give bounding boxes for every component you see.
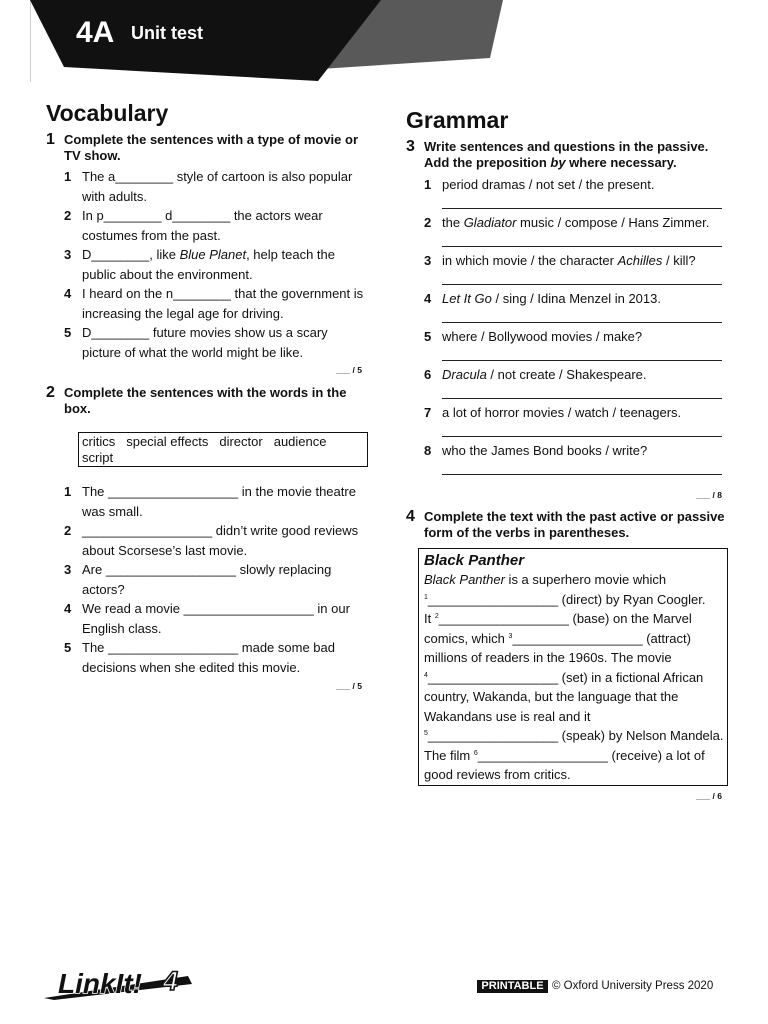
italic-text: Let It Go (442, 291, 492, 307)
exercise-3-item (424, 251, 722, 285)
exercise-3-header (406, 139, 726, 171)
exercise-2-item (64, 638, 368, 677)
item-number: 4 (64, 286, 72, 302)
text-run: __________________ (attract) millions of readers in the 1960s. The movie (424, 630, 691, 665)
answer-line (442, 347, 722, 361)
item-number: 5 (64, 640, 72, 656)
answer-line (442, 309, 722, 323)
vocabulary-heading: Vocabulary (46, 100, 169, 126)
gap-number: 1 (424, 593, 428, 601)
item-text (82, 286, 363, 321)
text-run: a lot of horror movies / watch / teenagers. (442, 405, 682, 421)
exercise-instruction: Complete the text with the past active or passive form of the verbs in parentheses. (424, 509, 725, 540)
text-run: __________________ (base) on the Marvel comics, which (424, 611, 692, 646)
gap-number: 4 (424, 671, 428, 679)
text-run: / kill? (662, 253, 696, 269)
answer-line (442, 461, 722, 475)
exercise-1-item (64, 323, 368, 362)
item-text (442, 177, 654, 192)
item-text (82, 325, 328, 360)
item-text (82, 601, 350, 636)
text-run: The __________________ in the movie theatre was small. (82, 484, 356, 519)
italic-text: Gladiator (463, 215, 517, 231)
item-text (442, 291, 661, 306)
item-prompt (424, 327, 722, 347)
word-box-word: special effects (126, 434, 209, 449)
gap-number: 3 (508, 632, 513, 640)
text-run: Write sentences and questions in the passive. Add the preposition (424, 139, 709, 170)
exercise-1-item (64, 206, 368, 245)
item-prompt (424, 365, 722, 385)
item-number: 4 (424, 291, 432, 307)
text-run: __________________ (receive) a lot of good reviews from critics. (424, 747, 705, 782)
text-run: __________________ (set) in a fictional African country, Wakanda, but the language that the Wakandans use is real and it (424, 669, 704, 724)
exercise-3-item (424, 213, 722, 247)
exercise-3-item (424, 441, 722, 475)
exercise-instruction: Complete the sentences with the words in the box. (64, 385, 347, 416)
text-run: In p________ d________ the actors wear costumes from the past. (82, 208, 323, 243)
item-prompt (424, 403, 722, 423)
item-number: 2 (64, 208, 72, 224)
copyright-notice: © Oxford University Press 2020 (552, 980, 714, 992)
item-number: 7 (424, 405, 432, 421)
text-run: , help teach the public about the environment. (82, 247, 335, 282)
item-text (82, 247, 335, 282)
item-text (82, 169, 352, 204)
reading-text-box (418, 548, 728, 786)
grammar-heading: Grammar (406, 107, 509, 133)
italic-text: Dracula (442, 367, 487, 383)
exercise-number: 4 (406, 508, 415, 525)
exercise-number: 2 (46, 384, 55, 401)
exercise-1-item (64, 245, 368, 284)
word-box-word: script (82, 450, 114, 465)
item-text (442, 405, 681, 420)
text-run: period dramas / not set / the present. (442, 177, 655, 193)
text-run: I heard on the n________ that the government is increasing the legal age for driving. (82, 286, 364, 321)
item-text (442, 443, 647, 458)
exercise-1-item (64, 284, 368, 323)
exercise-1-list (64, 167, 368, 362)
exercise-1-header (46, 132, 366, 164)
item-prompt (424, 175, 722, 195)
exercise-3-item (424, 327, 722, 361)
text-run: in which movie / the character (442, 253, 618, 269)
gap-number: 6 (473, 749, 478, 757)
italic-text: by (550, 155, 566, 170)
italic-text: Black Panther (424, 572, 505, 587)
item-text (442, 215, 709, 230)
italic-text: Blue Planet (179, 247, 247, 263)
gap-number: 2 (434, 613, 439, 620)
text-run: The __________________ made some bad decisions when she edited this movie. (82, 640, 335, 675)
exercise-3-list (424, 175, 722, 479)
exercise-3-item (424, 365, 722, 399)
item-prompt (424, 441, 722, 461)
item-text (82, 640, 335, 675)
text-run: who the James Bond books / write? (442, 443, 648, 459)
exercise-2-list (64, 482, 368, 677)
exercise-1-item (64, 167, 368, 206)
text-run: __________________ didn’t write good reviews about Scorsese’s last movie. (82, 523, 359, 558)
exercise-2-score: ___ / 5 (336, 681, 362, 691)
exercise-4-header (406, 509, 726, 541)
answer-line (442, 195, 722, 209)
item-number: 5 (64, 325, 72, 341)
item-number: 3 (64, 247, 72, 263)
item-number: 5 (424, 329, 432, 345)
text-run: We read a movie __________________ in our English class. (82, 601, 350, 636)
text-run: / not create / Shakespeare. (486, 367, 647, 383)
item-number: 4 (64, 601, 72, 617)
printable-badge: PRINTABLE (477, 980, 548, 993)
item-number: 8 (424, 443, 432, 459)
exercise-instruction: Complete the sentences with a type of movie or TV show. (64, 132, 359, 163)
item-text (442, 253, 696, 268)
exercise-2-item (64, 482, 368, 521)
item-number: 2 (64, 523, 72, 539)
answer-line (442, 271, 722, 285)
text-run: the (442, 215, 464, 231)
text-run: where / Bollywood movies / make? (442, 329, 643, 345)
text-run: __________________ (direct) by Ryan Coogler. It (424, 591, 706, 626)
text-run: D________ future movies show us a scary picture of what the world might be like. (82, 325, 328, 360)
word-box-word: audience (273, 434, 327, 449)
exercise-number: 1 (46, 131, 55, 148)
word-box-word: director (219, 434, 263, 449)
item-number: 3 (424, 253, 432, 269)
item-text (82, 562, 331, 597)
text-run: D________, like (82, 247, 180, 263)
answer-line (442, 423, 722, 437)
gap-number: 5 (424, 730, 428, 737)
exercise-2-header (46, 385, 366, 417)
item-text (82, 208, 323, 243)
word-box-word: critics (82, 434, 116, 449)
text-run: __________________ (speak) by Nelson Mandela. The film (424, 728, 724, 763)
reading-text-body (424, 570, 723, 785)
exercise-number: 3 (406, 138, 415, 155)
text-run: / sing / Idina Menzel in 2013. (491, 291, 661, 307)
exercise-1-score: ___ / 5 (336, 365, 362, 375)
item-text (82, 523, 358, 558)
item-number: 1 (64, 169, 72, 185)
exercise-2-item (64, 521, 368, 560)
logo-level-number: 4 (163, 966, 179, 996)
text-run: where necessary. (565, 155, 677, 170)
text-run: music / compose / Hans Zimmer. (516, 215, 710, 231)
item-prompt (424, 213, 722, 233)
exercise-3-item (424, 403, 722, 437)
reading-text-title: Black Panther (424, 552, 525, 569)
italic-text: Achilles (617, 253, 663, 269)
item-number: 2 (424, 215, 432, 231)
text-run: The a________ style of cartoon is also popular with adults. (82, 169, 353, 204)
word-box (78, 432, 368, 467)
link-it-logo (42, 962, 202, 1002)
exercise-3-item (424, 175, 722, 209)
answer-line (442, 385, 722, 399)
exercise-3-score: ___ / 8 (696, 490, 722, 500)
item-number: 1 (424, 177, 432, 193)
exercise-instruction (424, 139, 708, 171)
item-text (442, 367, 647, 382)
exercise-3-item (424, 289, 722, 323)
exercise-2-item (64, 599, 368, 638)
item-prompt (424, 251, 722, 271)
text-run: is a superhero movie which (508, 572, 667, 587)
exercise-4-score: ___ / 6 (696, 791, 722, 801)
item-number: 6 (424, 367, 432, 383)
item-prompt (424, 289, 722, 309)
item-number: 1 (64, 484, 72, 500)
item-text (442, 329, 642, 344)
text-run: Are __________________ slowly replacing actors? (82, 562, 332, 597)
unit-title: Unit test (131, 23, 203, 43)
unit-code: 4A (76, 16, 115, 49)
answer-line (442, 233, 722, 247)
item-number: 3 (64, 562, 72, 578)
logo-wordmark: LinkIt! (58, 968, 142, 999)
item-text (82, 484, 356, 519)
exercise-2-item (64, 560, 368, 599)
